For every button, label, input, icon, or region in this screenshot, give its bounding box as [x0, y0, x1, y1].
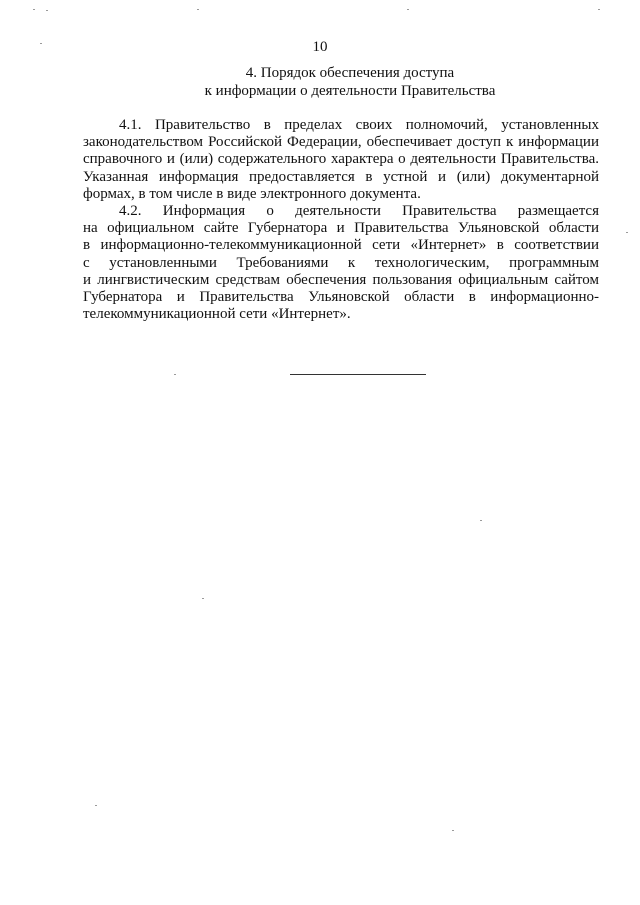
closing-rule	[290, 374, 426, 375]
text-line: и лингвистическим средствам обеспечения пользования официальным сайтом	[83, 271, 599, 288]
section-heading-line: к информации о деятельности Правительства	[204, 83, 496, 99]
scan-speck	[452, 830, 454, 831]
text-line: законодательством Российской Федерации, обеспечивает доступ к информации	[83, 134, 599, 151]
text-line: 4.1. Правительство в пределах своих полномочий, установленных	[119, 117, 599, 133]
page-number: 10	[312, 39, 328, 55]
section-heading	[70, 64, 630, 100]
section-heading-line: 4. Порядок обеспечения доступа	[245, 65, 455, 81]
scan-speck	[598, 9, 600, 10]
text-line: 4.2. Информация о деятельности Правительства размещается	[119, 203, 599, 220]
scan-speck	[46, 10, 48, 11]
scan-speck	[202, 598, 204, 599]
text-line: с установленными Требованиями к технологическим, программным	[83, 254, 599, 271]
text-line: справочного и (или) содержательного характера о деятельности Правительства.	[83, 151, 599, 168]
text-line: Губернатора и Правительства Ульяновской области в информационно-	[83, 289, 599, 306]
text-line: на официальном сайте Губернатора и Правительства Ульяновской области	[83, 220, 599, 237]
section-body	[83, 117, 599, 323]
scan-speck	[480, 520, 482, 521]
text-line: Указанная информация предоставляется в устной и (или) документарной	[83, 168, 599, 185]
scan-speck	[40, 43, 42, 44]
scan-speck	[197, 9, 199, 10]
text-line: в информационно-телекоммуникационной сети «Интернет» в соответствии	[83, 237, 599, 254]
text-line: телекоммуникационной сети «Интернет».	[83, 306, 351, 323]
paragraph-4-2	[83, 203, 599, 323]
scan-speck	[407, 9, 409, 10]
scan-speck	[95, 805, 97, 806]
text-line: формах, в том числе в виде электронного документа.	[83, 185, 421, 202]
scan-speck	[174, 374, 176, 375]
scan-speck	[33, 9, 35, 10]
paragraph-4-1	[83, 117, 599, 203]
scan-speck	[626, 232, 628, 233]
